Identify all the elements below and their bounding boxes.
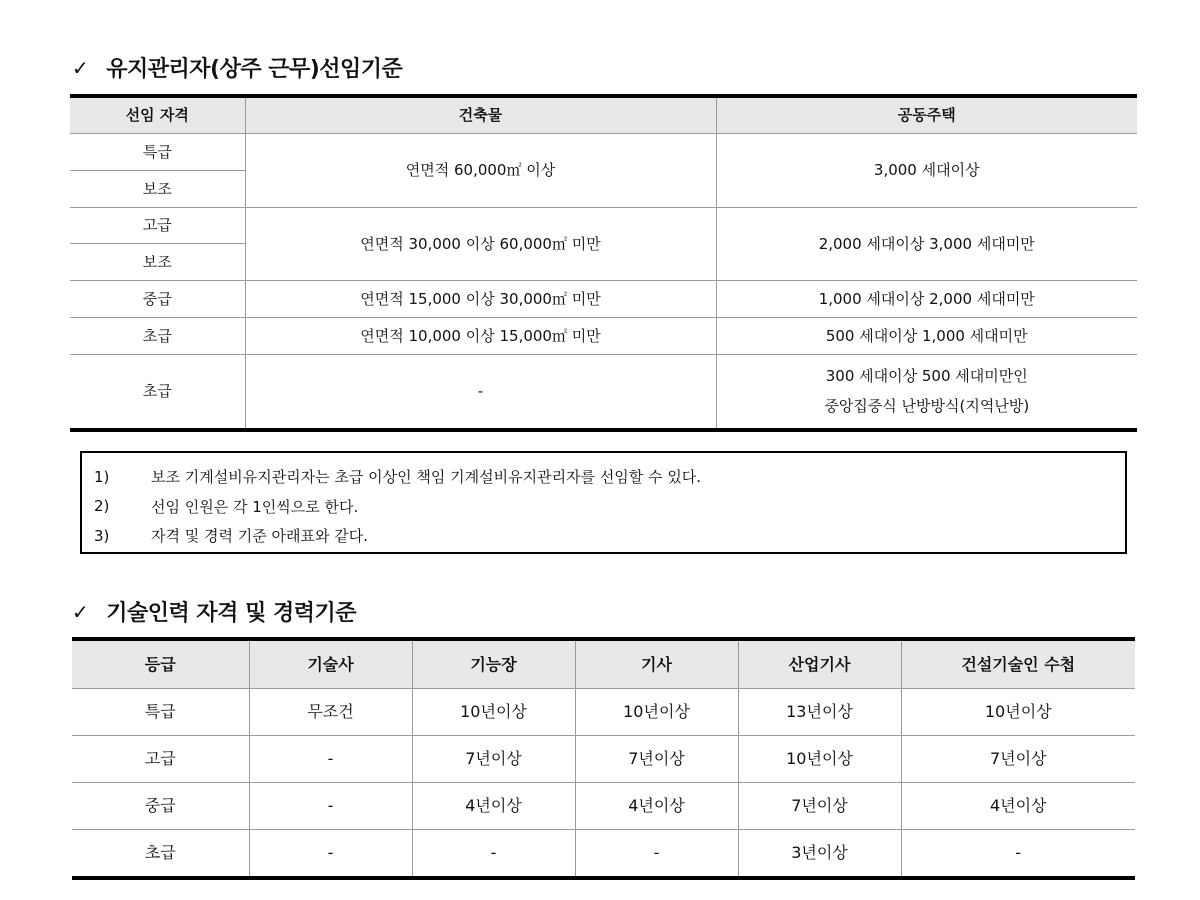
header-cell: 산업기사 bbox=[738, 639, 901, 689]
table-cell: 중급 bbox=[72, 783, 249, 830]
header-cell: 건설기술인 수첩 bbox=[901, 639, 1135, 689]
housing-line: 중앙집중식 난방방식(지역난방) bbox=[824, 397, 1030, 416]
checkmark-icon: ✓ bbox=[72, 599, 89, 624]
note-number: 2) bbox=[94, 497, 110, 516]
table-cell: 10년이상 bbox=[901, 689, 1135, 736]
table-row bbox=[72, 736, 1135, 783]
table-cell: 10년이상 bbox=[575, 689, 738, 736]
table-cell: - bbox=[249, 830, 412, 879]
table-cell: 10년이상 bbox=[412, 689, 575, 736]
table-cell: 무조건 bbox=[249, 689, 412, 736]
header-cell: 등급 bbox=[72, 639, 249, 689]
table-row bbox=[72, 830, 1135, 879]
note-item bbox=[82, 492, 1125, 522]
section-title-maintenance bbox=[72, 52, 402, 83]
building-cell: 연면적 60,000㎡ 이상 bbox=[245, 133, 716, 207]
table-cell: 4년이상 bbox=[901, 783, 1135, 830]
grade-cell: 초급 bbox=[142, 382, 172, 401]
table-cell: 7년이상 bbox=[901, 736, 1135, 783]
header-cell: 기사 bbox=[575, 639, 738, 689]
maintenance-selection-table bbox=[70, 94, 1137, 432]
table-row bbox=[70, 280, 1137, 317]
note-text: 자격 및 경력 기준 아래표와 같다. bbox=[151, 527, 368, 546]
table-row bbox=[72, 689, 1135, 736]
building-cell: - bbox=[245, 354, 716, 430]
housing-cell: 3,000 세대이상 bbox=[716, 133, 1137, 207]
table-cell: 초급 bbox=[144, 843, 176, 863]
table-row bbox=[72, 783, 1135, 830]
table-cell: 4년이상 bbox=[412, 783, 575, 830]
notes-box bbox=[80, 451, 1127, 554]
note-number: 1) bbox=[94, 467, 110, 486]
header-cell: 기술사 bbox=[249, 639, 412, 689]
technical-staff-table bbox=[72, 637, 1135, 880]
section-title-text: 유지관리자(상주 근무)선임기준 bbox=[106, 57, 403, 82]
building-cell: 연면적 15,000 이상 30,000㎡ 미만 bbox=[245, 280, 716, 317]
header-cell: 선임 자격 bbox=[70, 96, 245, 133]
grade-cell: 보조 bbox=[70, 170, 245, 207]
section-title-technical bbox=[72, 596, 356, 627]
table-cell: 4년이상 bbox=[575, 783, 738, 830]
building-cell: 연면적 10,000 이상 15,000㎡ 미만 bbox=[245, 317, 716, 354]
note-text: 선임 인원은 각 1인씩으로 한다. bbox=[151, 497, 359, 516]
housing-cell: 1,000 세대이상 2,000 세대미만 bbox=[716, 280, 1137, 317]
housing-cell: 2,000 세대이상 3,000 세대미만 bbox=[716, 207, 1137, 280]
table-cell: - bbox=[249, 783, 412, 830]
grade-cell: 초급 bbox=[70, 317, 245, 354]
table-cell: 고급 bbox=[72, 736, 249, 783]
note-number: 3) bbox=[94, 526, 110, 545]
housing-line: 300 세대이상 500 세대미만인 bbox=[825, 367, 1028, 386]
grade-cell: 보조 bbox=[70, 243, 245, 280]
building-cell: 연면적 30,000 이상 60,000㎡ 미만 bbox=[245, 207, 716, 280]
table-cell: 10년이상 bbox=[738, 736, 901, 783]
table-cell: 7년이상 bbox=[738, 783, 901, 830]
housing-cell bbox=[716, 354, 1137, 430]
table-cell: 7년이상 bbox=[575, 736, 738, 783]
table-cell: 13년이상 bbox=[738, 689, 901, 736]
table-row bbox=[70, 133, 1137, 170]
table-row bbox=[70, 317, 1137, 354]
table-header-row bbox=[72, 639, 1135, 689]
table-cell: - bbox=[249, 736, 412, 783]
header-cell: 공동주택 bbox=[716, 96, 1137, 133]
grade-cell: 고급 bbox=[70, 207, 245, 243]
note-item bbox=[82, 521, 1125, 551]
table-cell: - bbox=[575, 830, 738, 879]
table-cell: - bbox=[901, 830, 1135, 879]
housing-cell: 500 세대이상 1,000 세대미만 bbox=[716, 317, 1137, 354]
table-cell: - bbox=[412, 830, 575, 879]
grade-cell: 중급 bbox=[70, 280, 245, 317]
header-cell: 건축물 bbox=[245, 96, 716, 133]
note-text: 보조 기계설비유지관리자는 초급 이상인 책임 기계설비유지관리자를 선임할 수 있다. bbox=[151, 468, 702, 487]
header-cell: 기능장 bbox=[412, 639, 575, 689]
table-cell: 특급 bbox=[72, 689, 249, 736]
table-row bbox=[70, 207, 1137, 243]
table-header-row bbox=[70, 96, 1137, 133]
note-item bbox=[82, 462, 1125, 492]
table-cell: 7년이상 bbox=[412, 736, 575, 783]
table-cell: 3년이상 bbox=[738, 830, 901, 879]
table-row bbox=[70, 354, 1137, 430]
section-title-text: 기술인력 자격 및 경력기준 bbox=[106, 601, 357, 626]
grade-cell: 특급 bbox=[70, 133, 245, 170]
checkmark-icon: ✓ bbox=[72, 55, 89, 80]
